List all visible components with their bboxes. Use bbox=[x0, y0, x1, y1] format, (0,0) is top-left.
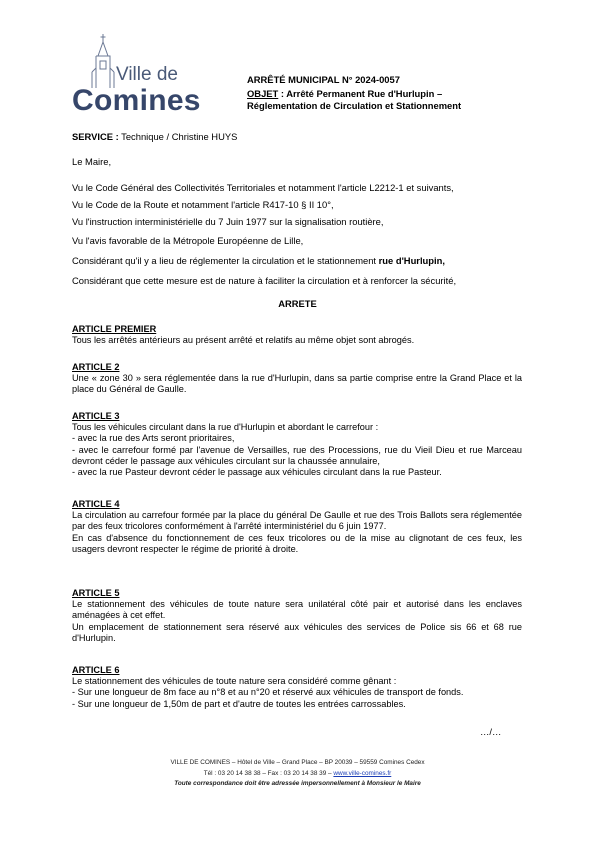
arrete-title: ARRÊTÉ MUNICIPAL N° 2024-0057 bbox=[247, 74, 400, 85]
article-6-intro: Le stationnement des véhicules de toute nature sera considéré comme gênant : bbox=[72, 676, 397, 687]
service-label: SERVICE : bbox=[72, 131, 119, 142]
article-6 bbox=[72, 665, 522, 710]
article-6-item: - Sur une longueur de 8m face au n°8 et au n°20 et réservé aux véhicules de transport de fonds. bbox=[72, 687, 464, 698]
logo-comines-text: Comines bbox=[72, 84, 201, 117]
article-4-paragraph-1: La circulation au carrefour formée par la place du général De Gaulle et rue des Trois Ballots sera réglementée par des feux tricolores conformément à l'arrêté interministériel du 6 juin 1977. bbox=[72, 510, 522, 532]
article-4-title: ARTICLE 4 bbox=[72, 499, 120, 509]
logo-ville-text: Ville de bbox=[116, 64, 178, 85]
article-1 bbox=[72, 324, 522, 346]
article-3 bbox=[72, 411, 522, 478]
article-2-text: Une « zone 30 » sera réglementée dans la rue d'Hurlupin, dans sa partie comprise entre la Grand Place et la place du Général de Gaulle. bbox=[72, 373, 522, 395]
service-line bbox=[72, 131, 237, 142]
article-3-item: - avec la rue Pasteur devront céder le passage aux véhicules circulant dans la rue Pasteur. bbox=[72, 467, 442, 478]
considerant-1-text: Considérant qu'il y a lieu de réglementer la circulation et le stationnement bbox=[72, 255, 379, 266]
vu-cgct: Vu le Code Général des Collectivités Territoriales et notamment l'article L2212-1 et suivants, bbox=[72, 182, 454, 193]
footer-address: VILLE DE COMINES – Hôtel de Ville – Grand Place – BP 20039 – 59559 Comines Cedex bbox=[170, 759, 425, 766]
article-4-paragraph-2: En cas d'absence du fonctionnement de ces feux tricolores ou de la mise au clignotant de ces feux, les usagers devront respecter le régime de priorité à droite. bbox=[72, 532, 522, 554]
service-value: Technique / Christine HUYS bbox=[118, 131, 238, 142]
article-2 bbox=[72, 362, 522, 396]
objet-label: OBJET bbox=[247, 88, 279, 99]
vu-avis-mel: Vu l'avis favorable de la Métropole Européenne de Lille, bbox=[72, 235, 304, 246]
article-3-title: ARTICLE 3 bbox=[72, 411, 120, 421]
article-4 bbox=[72, 499, 522, 555]
vu-code-route: Vu le Code de la Route et notamment l'article R417-10 § II 10°, bbox=[72, 199, 334, 210]
article-5-paragraph-2: Un emplacement de stationnement sera réservé aux véhicules des services de Police sis 66 et 68 rue d'Hurlupin. bbox=[72, 621, 522, 643]
article-5-paragraph-1: Le stationnement des véhicules de toute nature sera unilatéral côté pair et autorisé dans les enclaves aménagées à cet effet. bbox=[72, 599, 522, 621]
article-2-title: ARTICLE 2 bbox=[72, 362, 120, 372]
objet-text: : Arrêté Permanent Rue d'Hurlupin – bbox=[278, 88, 443, 99]
considerant-1 bbox=[72, 255, 445, 266]
article-3-intro: Tous les véhicules circulant dans la rue d'Hurlupin et abordant le carrefour : bbox=[72, 422, 379, 433]
article-3-item: - avec la rue des Arts seront prioritaires, bbox=[72, 433, 235, 444]
footer bbox=[0, 758, 595, 790]
website-link[interactable]: www.ville-comines.fr bbox=[333, 769, 392, 777]
article-5 bbox=[72, 588, 522, 644]
footer-contact bbox=[0, 769, 595, 780]
article-6-title: ARTICLE 6 bbox=[72, 665, 120, 675]
footer-notice: Toute correspondance doit être adressée impersonnellement à Monsieur le Maire bbox=[174, 780, 421, 787]
article-1-text: Tous les arrêtés antérieurs au présent arrêté et relatifs au même objet sont abrogés. bbox=[72, 335, 415, 346]
objet-line-2: Réglementation de Circulation et Stationnement bbox=[247, 100, 462, 111]
le-maire: Le Maire, bbox=[72, 156, 112, 167]
considerant-2: Considérant que cette mesure est de nature à faciliter la circulation et à renforcer la sécurité, bbox=[72, 275, 457, 286]
article-6-item: - Sur une longueur de 1,50m de part et d'autre de toutes les entrées carrossables. bbox=[72, 698, 406, 709]
continuation-mark: …/… bbox=[480, 726, 502, 737]
article-3-item: - avec le carrefour formé par l'avenue de Versailles, rue des Processions, rue du Vieil Dieu et rue Marceau devront céder le passage aux véhicules circulant sur la chaussée annulaire, bbox=[72, 444, 522, 466]
arrete-heading: ARRETE bbox=[278, 298, 317, 309]
article-1-title: ARTICLE PREMIER bbox=[72, 324, 157, 334]
footer-phone-fax: Tél : 03 20 14 38 38 – Fax : 03 20 14 38 39 – bbox=[203, 769, 334, 777]
vu-instruction: Vu l'instruction interministérielle du 7 Juin 1977 sur la signalisation routière, bbox=[72, 216, 384, 227]
church-tower-icon bbox=[90, 34, 116, 88]
city-logo bbox=[72, 34, 201, 117]
article-5-title: ARTICLE 5 bbox=[72, 588, 120, 598]
considerant-1-street: rue d'Hurlupin, bbox=[378, 255, 445, 266]
objet-line bbox=[247, 88, 442, 99]
